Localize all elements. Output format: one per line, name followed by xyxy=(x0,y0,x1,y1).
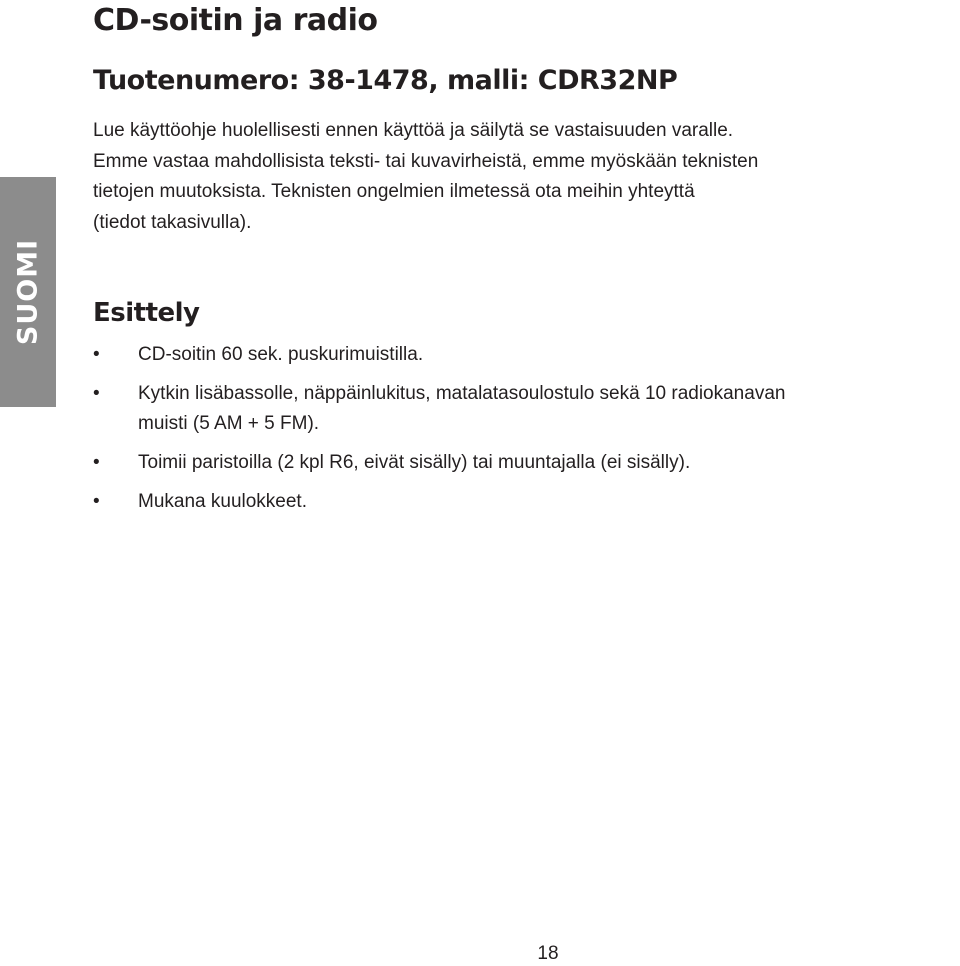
list-item-text: muisti (5 AM + 5 FM). xyxy=(138,413,320,434)
list-item xyxy=(93,340,960,370)
list-item xyxy=(93,379,960,439)
list-item xyxy=(93,487,960,517)
intro-line: Lue käyttöohje huolellisesti ennen käyttöä ja säilytä se vastaisuuden varalle. xyxy=(93,120,734,141)
intro-line: (tiedot takasivulla). xyxy=(93,211,252,233)
list-item-text: Kytkin lisäbassolle, näppäinlukitus, matalatasoulostulo sekä 10 radiokanavan xyxy=(138,383,786,404)
intro-line: Emme vastaa mahdollisista teksti- tai kuvavirheistä, emme myöskään teknisten xyxy=(93,150,759,172)
language-label: SUOMI xyxy=(12,238,44,346)
list-item xyxy=(93,448,960,478)
list-item-text: Mukana kuulokkeet. xyxy=(138,491,307,512)
intro-paragraph xyxy=(93,116,951,238)
intro-line: tietojen muutoksista. Teknisten ongelmien ilmetessä ota meihin yhteyttä xyxy=(93,181,695,203)
bullet-icon: • xyxy=(93,491,100,512)
bullet-icon: • xyxy=(93,452,100,473)
bullet-icon: • xyxy=(93,383,100,404)
feature-list xyxy=(93,340,960,526)
list-item-text: Toimii paristoilla (2 kpl R6, eivät sisälly) tai muuntajalla (ei sisälly). xyxy=(138,452,691,473)
document-title: CD-soitin ja radio xyxy=(93,3,378,38)
list-item-text: CD-soitin 60 sek. puskurimuistilla. xyxy=(138,344,424,365)
bullet-icon: • xyxy=(93,344,100,365)
section-title-esittely: Esittely xyxy=(93,298,200,328)
language-side-tab xyxy=(0,177,56,407)
product-number-subtitle: Tuotenumero: 38-1478, malli: CDR32NP xyxy=(93,65,678,96)
page-number: 18 xyxy=(537,943,559,964)
